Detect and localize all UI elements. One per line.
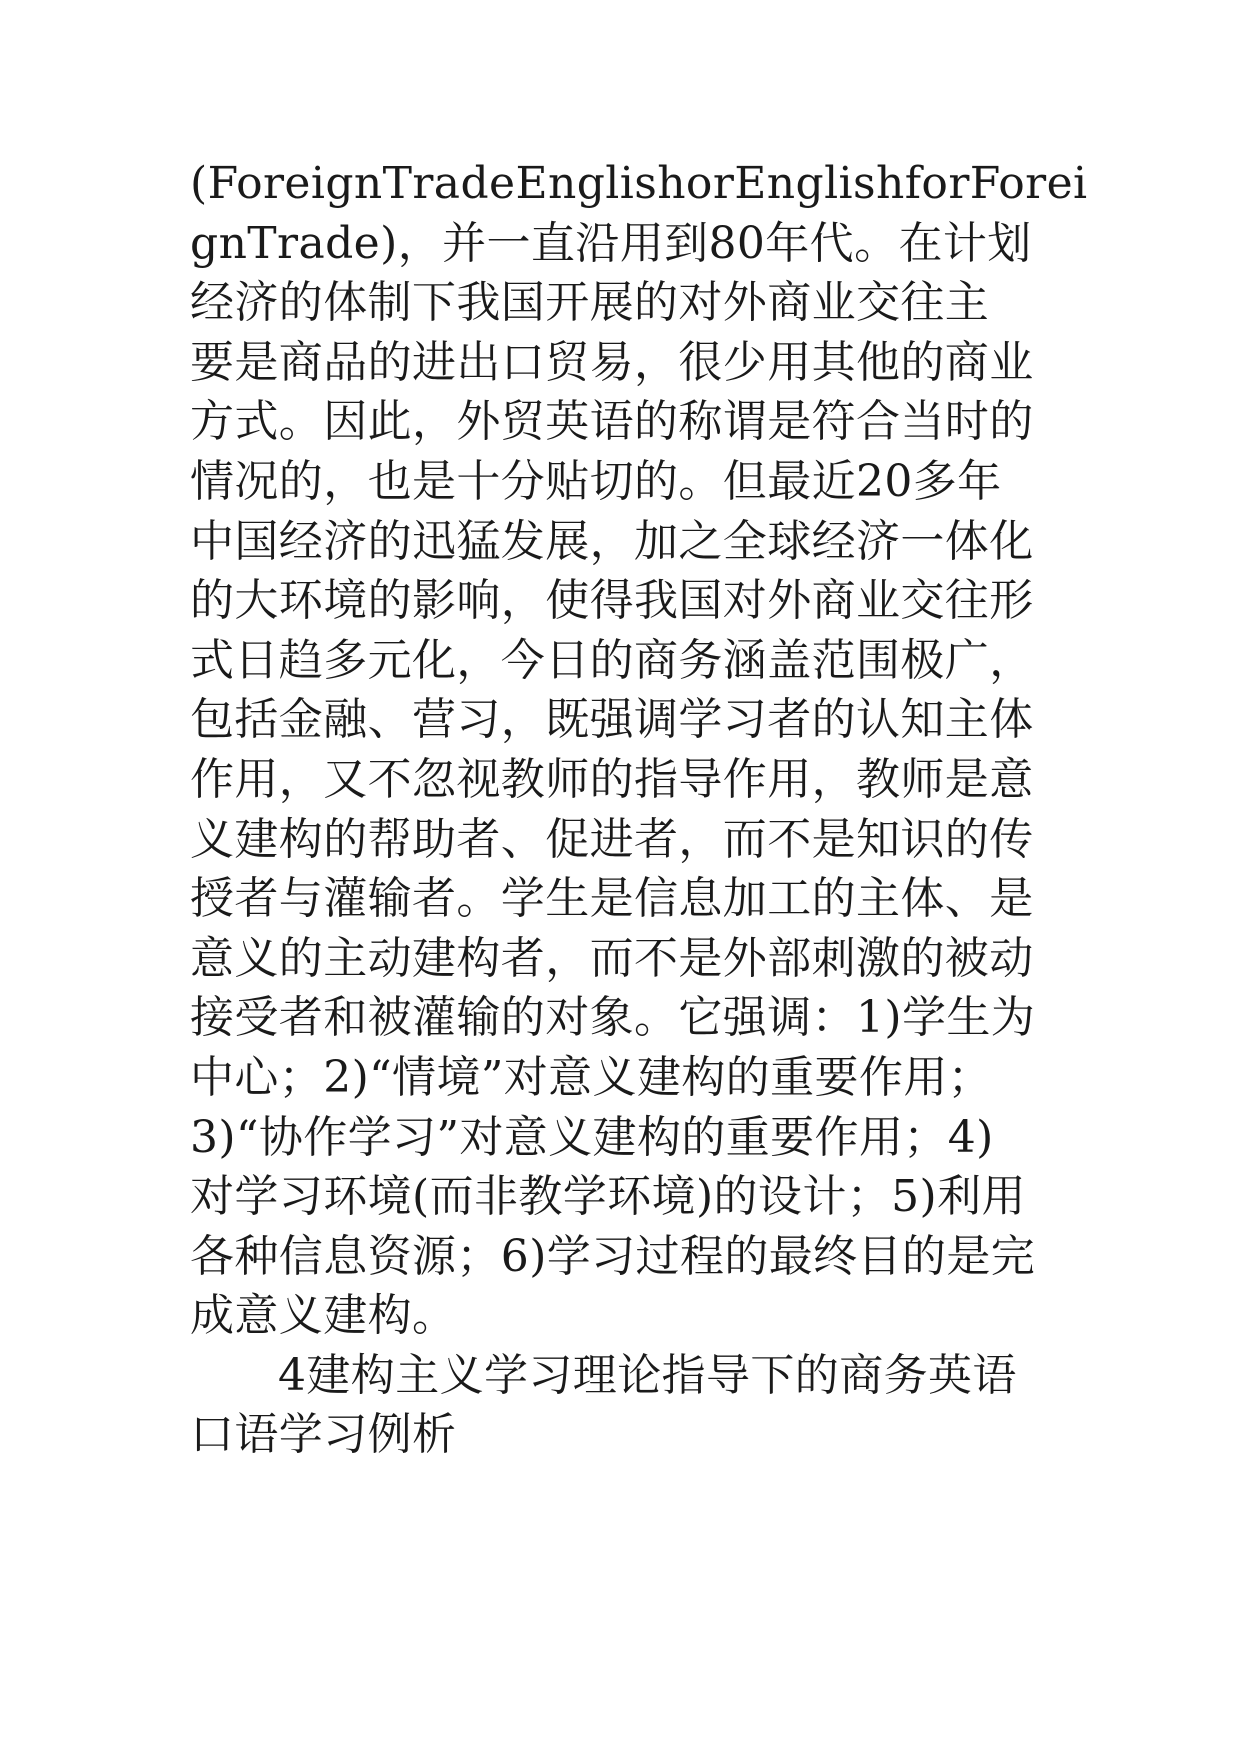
text-line: 接受者和被灌输的对象。它强调：1)学生为	[190, 992, 1036, 1044]
text-line: 经济的体制下我国开展的对外商业交往主	[190, 277, 990, 329]
body-text	[190, 154, 1088, 1465]
text-line: 的大环境的影响，使得我国对外商业交往形	[190, 575, 1034, 627]
text-line: 方式。因此，外贸英语的称谓是符合当时的	[190, 396, 1034, 448]
text-line: 中国经济的迅猛发展，加之全球经济一体化	[190, 515, 1034, 567]
text-line: 义建构的帮助者、促进者，而不是知识的传	[190, 813, 1034, 865]
text-line: 对学习环境(而非教学环境)的设计；5)利用	[190, 1171, 1026, 1223]
text-line: 意义的主动建构者，而不是外部刺激的被动	[190, 932, 1034, 984]
text-line: (ForeignTradeEnglishorEnglishforForei	[190, 158, 1088, 209]
text-line: 各种信息资源；6)学习过程的最终目的是完	[190, 1230, 1036, 1282]
text-line: 作用，又不忽视教师的指导作用，教师是意	[190, 753, 1034, 805]
text-line: 情况的，也是十分贴切的。但最近20多年	[190, 455, 1002, 507]
text-line: 成意义建构。	[190, 1290, 457, 1342]
text-line: 中心；2)“情境”对意义建构的重要作用；	[190, 1051, 993, 1103]
text-line: 包括金融、营习，既强调学习者的认知主体	[190, 694, 1034, 746]
text-line: 式日趋多元化，今日的商务涵盖范围极广，	[190, 634, 1034, 686]
text-line: gnTrade)，并一直沿用到80年代。在计划	[190, 217, 1032, 269]
section-heading-continuation: 口语学习例析	[190, 1409, 457, 1461]
text-line: 授者与灌输者。学生是信息加工的主体、是	[190, 873, 1034, 925]
text-line: 3)“协作学习”对意义建构的重要作用；4)	[190, 1111, 994, 1163]
section-heading: 4建构主义学习理论指导下的商务英语	[278, 1349, 1017, 1401]
text-line: 要是商品的进出口贸易，很少用其他的商业	[190, 336, 1034, 388]
